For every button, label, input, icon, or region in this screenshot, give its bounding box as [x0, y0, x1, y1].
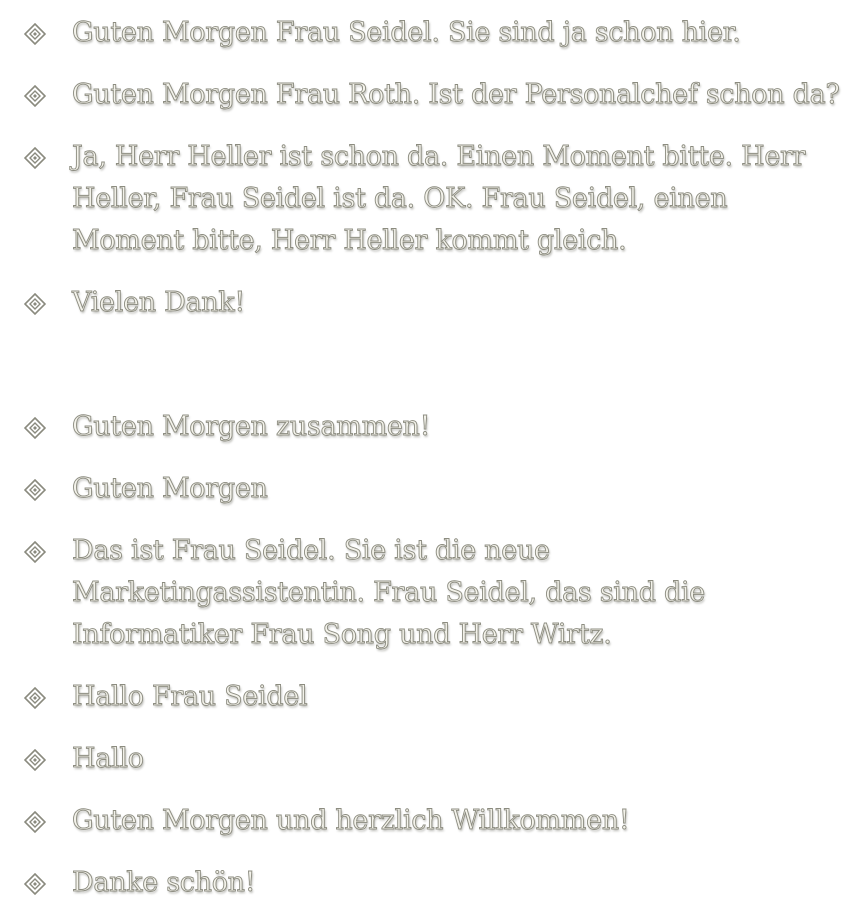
dialogue-line: Vielen Dank!: [72, 287, 245, 318]
diamond-bullet-icon: [24, 293, 46, 315]
dialogue-line: Ja, Herr Heller ist schon da. Einen Moment bitte. Herr Heller, Frau Seidel ist da. OK. Frau Seidel, einen Moment bitte, Herr Heller kommt gleich.: [72, 141, 806, 256]
diamond-bullet-icon: [24, 23, 46, 45]
dialogue-line: Danke schön!: [72, 867, 256, 898]
dialogue-line: Guten Morgen Frau Roth. Ist der Personalchef schon da?: [72, 79, 840, 110]
diamond-bullet-icon: [24, 873, 46, 895]
dialogue-line: Guten Morgen und herzlich Willkommen!: [72, 805, 630, 836]
dialogue-line: Hallo Frau Seidel: [72, 681, 308, 712]
dialogue-line: Das ist Frau Seidel. Sie ist die neue Marketingassistentin. Frau Seidel, das sind die Informatiker Frau Song und Herr Wirtz.: [72, 535, 705, 650]
diamond-bullet-icon: [24, 479, 46, 501]
diamond-bullet-icon: [24, 687, 46, 709]
diamond-bullet-icon: [24, 85, 46, 107]
dialogue-line: Guten Morgen Frau Seidel. Sie sind ja schon hier.: [72, 17, 741, 48]
dialogue-line: Guten Morgen: [72, 473, 268, 504]
diamond-bullet-icon: [24, 417, 46, 439]
dialogue-line: Hallo: [72, 743, 144, 774]
diamond-bullet-icon: [24, 811, 46, 833]
diamond-bullet-icon: [24, 541, 46, 563]
dialogue-line: Guten Morgen zusammen!: [72, 411, 431, 442]
diamond-bullet-icon: [24, 749, 46, 771]
diamond-bullet-icon: [24, 147, 46, 169]
